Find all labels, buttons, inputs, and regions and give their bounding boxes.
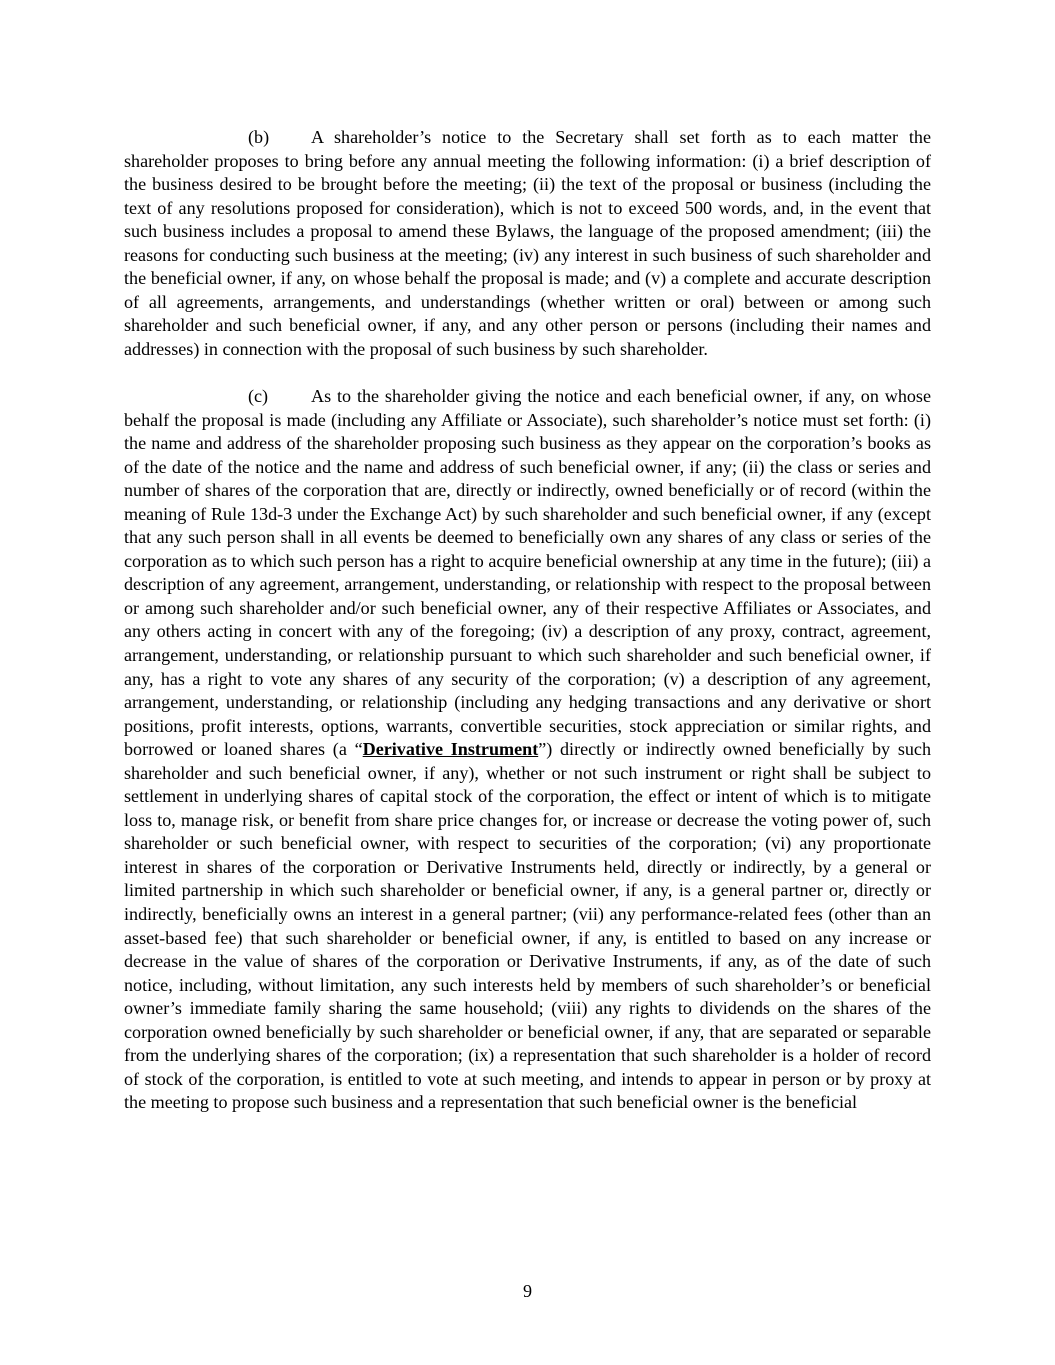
paragraph-c-label: (c): [248, 385, 269, 406]
page-body: [124, 126, 931, 1115]
page-number: 9: [522, 1281, 533, 1301]
defined-term-derivative-instrument: Derivative Instrument: [362, 739, 539, 760]
paragraph-b-label: (b): [248, 127, 270, 147]
paragraph-c: [124, 385, 931, 1115]
paragraph-c-text-start: As to the shareholder giving the notice and each beneficial owner, if any, on whose behalf the proposal is made (including any Affiliate or Associate), such shareholder’s notice must set forth: (i) the name and address of the shareholder proposing such business as they appear on the corporation’s books as of the date of the notice and the name and address of such beneficial owner, if any; (ii) the class or series and number of shares of the corporation that are, directly or indirectly, owned beneficially or of record (within the meaning of Rule 13d-3 under the Exchange Act) by such shareholder and such beneficial owner, if any (except that any such person shall in all events be deemed to beneficially own any shares of any class or series of the corporation as to which such person has a right to acquire beneficial ownership at any time in the future); (iii) a description of any agreement, arrangement, understanding, or relationship with respect to the proposal between or among such shareholder and/or such beneficial owner, any of their respective Affiliates or Associates, and any others acting in concert with any of the foregoing; (iv) a description of any proxy, contract, agreement, arrangement, understanding, or relationship pursuant to which such shareholder and such beneficial owner, if any, has a right to vote any shares of any security of the corporation; (v) a description of any agreement, arrangement, understanding, or relationship (including any hedging transactions and any derivative or short positions, profit interests, options, warrants, convertible securities, stock appreciation or similar rights, and borrowed or loaned shares (a “: [124, 385, 931, 760]
paragraph-b: [124, 126, 931, 361]
paragraph-c-text-end: ”) directly or indirectly owned beneficially by such shareholder and such beneficial owner, if any), whether or not such instrument or right shall be subject to settlement in underlying shares of capital stock of the corporation, the effect or intent of which is to mitigate loss to, manage risk, or benefit from share price changes for, or increase or decrease the voting power of, such shareholder or such beneficial owner, with respect to securities of the corporation; (vi) any proportionate interest in shares of the corporation or Derivative Instruments held, directly or indirectly, by a general or limited partnership in which such shareholder or beneficial owner, if any, is a general partner or, directly or indirectly, beneficially owns an interest in a general partner; (vii) any performance-related fees (other than an asset-based fee) that such shareholder or beneficial owner, if any, is entitled to based on any increase or decrease in the value of shares of the corporation or Derivative Instruments, if any, as of the date of such notice, including, without limitation, any such interests held by members of such shareholder’s or beneficial owner’s immediate family sharing the same household; (viii) any rights to dividends on the shares of the corporation owned beneficially by such shareholder or beneficial owner, if any, that are separated or separable from the underlying shares of the corporation; (ix) a representation that such shareholder is a holder of record of stock of the corporation, is entitled to vote at such meeting, and intends to appear in person or by proxy at the meeting to propose such business and a representation that such beneficial owner is the beneficial: [124, 739, 932, 1113]
paragraph-b-text: A shareholder’s notice to the Secretary shall set forth as to each matter the shareholder proposes to bring before any annual meeting the following information: (i) a brief description of the business desired to be brought before the meeting; (ii) the text of the proposal or business (including the text of any resolutions proposed for consideration), which is not to exceed 500 words, and, in the event that such business includes a proposal to amend these Bylaws, the language of the proposed amendment; (iii) the reasons for conducting such business at the meeting; (iv) any interest in such business of such shareholder and the beneficial owner, if any, on whose behalf the proposal is made; and (v) a complete and accurate description of all agreements, arrangements, and understandings (whether written or oral) between or among such shareholder and such beneficial owner, if any, and any other person or persons (including their names and addresses) in connection with the proposal of such business by such shareholder.: [124, 127, 931, 359]
